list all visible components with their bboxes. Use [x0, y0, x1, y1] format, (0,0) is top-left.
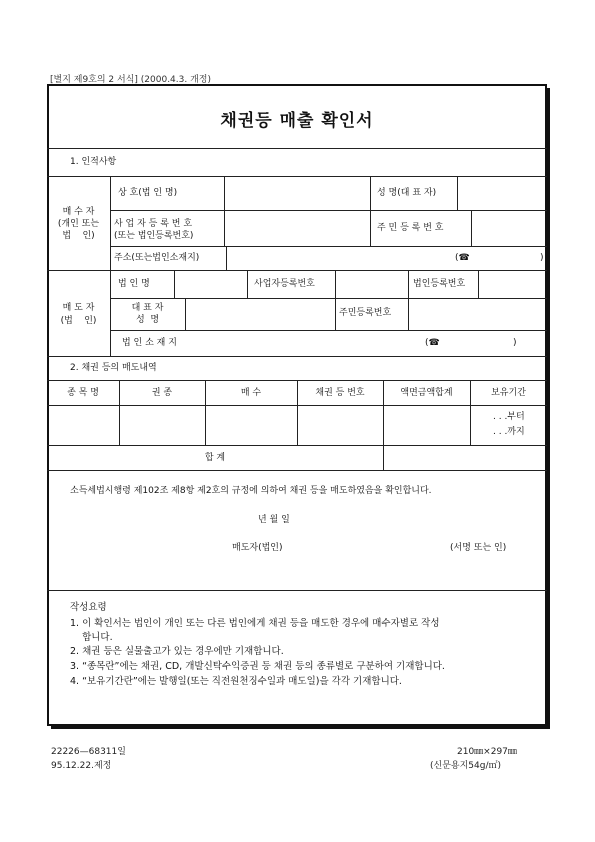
seller-rep-name-label: 대 표 자 성 명 [131, 303, 164, 325]
rule [185, 298, 186, 330]
buyer-address-label: 주소(또는법인소재지) [114, 253, 200, 263]
seller-corp-reg-no-label: 법인등록번호 [413, 279, 466, 289]
rule [408, 270, 409, 298]
rule [110, 330, 547, 331]
guide-item: 2. 채권 등은 실물출고가 있는 경우에만 기재합니다. [70, 646, 284, 657]
confirm-statement: 소득세법시행령 제102조 제8항 제2호의 규정에 의하여 채권 등을 매도하였음을 확인합니다. [70, 486, 432, 496]
rule [47, 148, 547, 149]
seller-address-label: 법 인 소 재 지 [122, 338, 177, 348]
form-number-note: [별지 제9호의 2 서식] (2000.4.3. 개정) [50, 75, 211, 85]
seller-resident-no-label: 주민등록번호 [339, 308, 392, 318]
period-from: . . .부터 [493, 412, 525, 422]
guide-item: 3. “종목란”에는 채권, CD, 개발신탁수익증권 등 채권 등의 종류별로 구분하여 기재합니다. [70, 661, 445, 672]
rule [335, 298, 336, 330]
seller-biz-no-label: 사업자등록번호 [254, 279, 315, 289]
col-type: 권 종 [151, 388, 173, 398]
rule [47, 470, 547, 471]
rule [47, 590, 547, 591]
buyer-group-label: 매 수 자 (개인 또는 법 인) [57, 207, 100, 241]
rule [478, 270, 479, 298]
form-title: 채권등 매출 확인서 [220, 111, 374, 131]
rule [110, 246, 547, 247]
rule [457, 176, 458, 210]
rule [408, 298, 409, 330]
col-bond-number: 채권 등 번호 [315, 388, 365, 398]
guide-title: 작성요령 [70, 602, 107, 613]
frame-shadow-right [547, 88, 550, 729]
rule [174, 270, 175, 298]
buyer-name-label: 성 명(대 표 자) [377, 188, 437, 198]
guide-item: 합니다. [70, 632, 113, 643]
confirm-date: 년 월 일 [258, 515, 290, 525]
paper-spec: (신문용지54g/㎡) [430, 761, 501, 771]
rule [226, 246, 227, 270]
rule [247, 270, 248, 298]
buyer-phone-open: (☎ [455, 253, 470, 263]
rule [471, 210, 472, 246]
sign-or-seal: (서명 또는 인) [450, 543, 507, 553]
rule [110, 298, 547, 299]
col-quantity: 매 수 [240, 388, 262, 398]
enactment-date: 95.12.22.제정 [51, 761, 112, 771]
total-label: 합 계 [204, 453, 226, 463]
seller-phone-close: ) [513, 338, 517, 348]
rule [47, 445, 547, 446]
rule [110, 176, 111, 356]
seller-corp-name-label: 법 인 명 [118, 279, 150, 289]
rule [47, 356, 547, 357]
col-item-name: 종 목 명 [67, 388, 99, 398]
seller-sign-label: 매도자(법인) [232, 543, 283, 553]
rule [47, 270, 547, 271]
buyer-phone-close: ) [540, 253, 544, 263]
buyer-biz-no-label: 사 업 자 등 록 번 호 (또는 법인등록번호) [114, 219, 194, 241]
frame-shadow-bottom [51, 726, 550, 729]
rule [370, 176, 371, 246]
rule [335, 270, 336, 298]
section-2-label: 2. 채권 등의 매도내역 [70, 363, 157, 373]
form-code: 22226—68311일 [51, 747, 126, 757]
rule [47, 176, 547, 177]
seller-group-label: 매 도 자 (법 인) [60, 303, 97, 326]
guide-item: 1. 이 확인서는 법인이 개인 또는 다른 법인에게 채권 등을 매도한 경우에 매수자별로 작성 [70, 618, 440, 629]
col-holding-period: 보유기간 [491, 388, 526, 398]
seller-phone-open: (☎ [425, 338, 440, 348]
period-to: . . .까지 [493, 427, 525, 437]
section-1-label: 1. 인적사항 [70, 157, 117, 167]
rule [110, 210, 547, 211]
rule [224, 176, 225, 246]
buyer-trade-name-label: 상 호(법 인 명) [118, 188, 178, 198]
paper-size: 210㎜×297㎜ [457, 747, 517, 757]
col-face-value: 액면금액합계 [400, 388, 453, 398]
buyer-resident-no-label: 주 민 등 록 번 호 [377, 223, 444, 233]
guide-item: 4. “보유기간란”에는 발행일(또는 직전원천징수일과 매도일)을 각각 기재합니다. [70, 676, 402, 687]
